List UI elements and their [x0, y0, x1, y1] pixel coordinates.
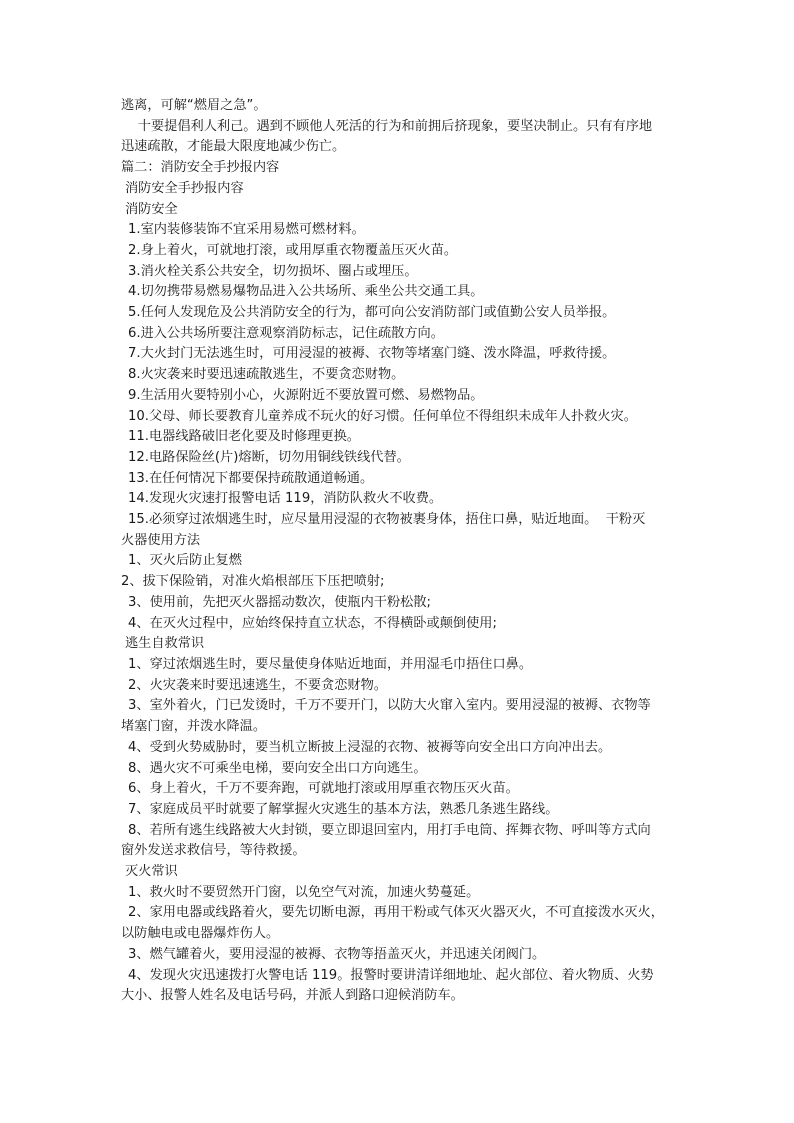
text-line: 12.电路保险丝(片)熔断，切勿用铜线铁线代替。 — [128, 449, 410, 465]
text-line: 1、灭火后防止复燃 — [128, 553, 242, 569]
text-line: 4、受到火势威胁时，要当机立断披上浸湿的衣物、被褥等向安全出口方向冲出去。 — [128, 739, 612, 755]
text-line: 2、拔下保险销，对准火焰根部压下压把喷射; — [121, 574, 385, 590]
text-line: 3、室外着火，门已发烫时，千万不要开门，以防大火窜入室内。要用浸湿的被褥、衣物等 — [128, 698, 651, 714]
text-line: 1.室内装修装饰不宜采用易燃可燃材料。 — [128, 222, 365, 238]
text-line: 4.切勿携带易燃易爆物品进入公共场所、乘坐公共交通工具。 — [128, 284, 484, 300]
text-line: 火器使用方法 — [121, 532, 201, 548]
text-line: 7、家庭成员平时就要了解掌握火灾逃生的基本方法，熟悉几条逃生路线。 — [128, 801, 559, 817]
text-line: 篇二：消防安全手抄报内容 — [121, 160, 280, 176]
document-body — [121, 96, 681, 1007]
text-line: 逃离，可解“燃眉之急”。 — [121, 98, 267, 113]
text-line: 10.父母、师长要教育儿童养成不玩火的好习惯。任何单位不得组织未成年人扑救火灾。 — [128, 408, 637, 424]
text-line: 3、使用前，先把灭火器摇动数次，使瓶内干粉松散; — [128, 594, 431, 610]
text-line: 消防安全 — [125, 201, 178, 217]
text-line: 14.发现火灾速打报警电话 119，消防队救火不收费。 — [128, 491, 443, 507]
text-line: 2、火灾袭来时要迅速逃生，不要贪恋财物。 — [128, 677, 387, 693]
text-line: 7.大火封门无法逃生时，可用浸湿的被褥、衣物等堵塞门缝、泼水降温，呼救待援。 — [128, 346, 616, 362]
text-line: 大小、报警人姓名及电话号码，并派人到路口迎候消防车。 — [121, 988, 464, 1004]
text-line: 十要提倡利人利己。遇到不顾他人死活的行为和前拥后挤现象，要坚决制止。只有有序地 — [121, 118, 653, 134]
text-line: 4、在灭火过程中，应始终保持直立状态，不得横卧或颠倒使用; — [128, 615, 497, 631]
text-line: 逃生自救常识 — [125, 636, 205, 652]
text-line: 13.在任何情况下都要保持疏散通道畅通。 — [128, 470, 374, 486]
text-line: 15.必须穿过浓烟逃生时，应尽量用浸湿的衣物被裹身体，捂住口鼻，贴近地面。 干粉灭 — [128, 512, 646, 528]
text-line: 窗外发送求救信号，等待救援。 — [121, 843, 306, 859]
text-line: 6.进入公共场所要注意观察消防标志，记住疏散方向。 — [128, 325, 444, 341]
text-line: 2.身上着火，可就地打滚，或用厚重衣物覆盖压灭火苗。 — [128, 242, 458, 258]
text-line: 8、遇火灾不可乘坐电梯，要向安全出口方向逃生。 — [128, 760, 427, 776]
text-line: 以防触电或电器爆炸伤人。 — [121, 926, 280, 942]
text-line: 灭火常识 — [125, 864, 178, 880]
text-line: 迅速疏散，才能最大限度地减少伤亡。 — [121, 139, 346, 155]
text-line: 2、家用电器或线路着火，要先切断电源，再用干粉或气体灭火器灭火，不可直接泼水灭火， — [128, 905, 664, 921]
text-line: 9.生活用火要特别小心，火源附近不要放置可燃、易燃物品。 — [128, 387, 484, 403]
text-line: 消防安全手抄报内容 — [125, 180, 244, 196]
text-line: 5.任何人发现危及公共消防安全的行为，都可向公安消防部门或值勤公安人员举报。 — [128, 305, 616, 321]
text-line: 1、救火时不要贸然开门窗，以免空气对流，加速火势蔓延。 — [128, 884, 480, 900]
text-line: 堵塞门窗，并泼水降温。 — [121, 719, 267, 735]
text-line: 6、身上着火，千万不要奔跑，可就地打滚或用厚重衣物压灭火苗。 — [128, 781, 519, 797]
text-line: 8.火灾袭来时要迅速疏散逃生，不要贪恋财物。 — [128, 367, 405, 383]
text-line: 3、燃气罐着火，要用浸湿的被褥、衣物等捂盖灭火，并迅速关闭阀门。 — [128, 946, 546, 962]
text-line: 11.电器线路破旧老化要及时修理更换。 — [128, 429, 360, 445]
text-line: 3.消火栓关系公共安全，切勿损坏、圈占或埋压。 — [128, 263, 418, 279]
text-line: 1、穿过浓烟逃生时，要尽量使身体贴近地面，并用湿毛巾捂住口鼻。 — [128, 656, 533, 672]
text-line: 4、发现火灾迅速拨打火警电话 119。报警时要讲清详细地址、起火部位、着火物质、火势 — [128, 967, 654, 983]
text-line: 8、若所有逃生线路被大火封锁，要立即退回室内，用打手电筒、挥舞衣物、呼叫等方式向 — [128, 822, 651, 838]
